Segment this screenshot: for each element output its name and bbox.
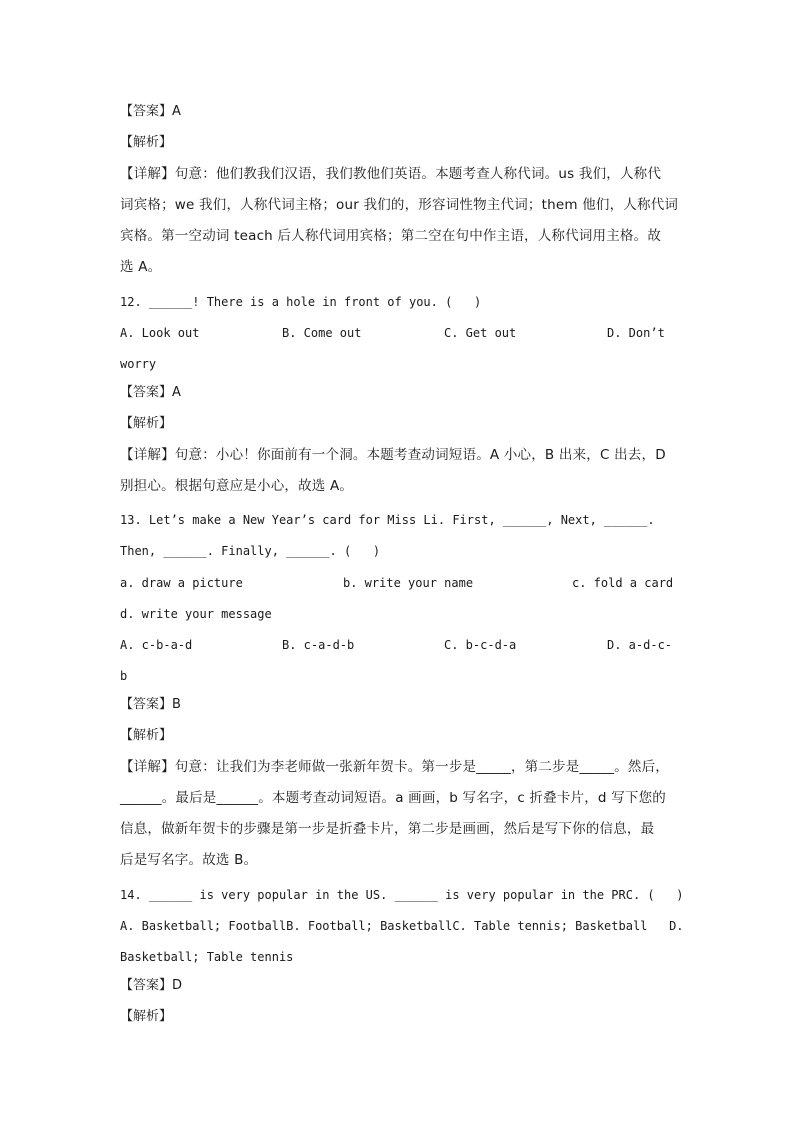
answer-label-12: 【答案】A — [120, 385, 181, 400]
detail-13-line-3: 信息，做新年贺卡的步骤是第一步是折叠卡片，第二步是画画，然后是写下你的信息，最 — [120, 821, 655, 837]
detail-11-line-2: 词宾格；we 我们，人称代词主格；our 我们的，形容词性物主代词；them 他们，人称代词 — [120, 197, 679, 213]
analysis-label-11: 【解析】 — [120, 135, 173, 150]
q12-option-a: A. Look out — [120, 326, 200, 340]
q13-step-c: c. fold a card — [572, 576, 674, 590]
answer-label-13: 【答案】B — [120, 697, 181, 712]
q12-option-b: B. Come out — [282, 326, 362, 340]
analysis-label-13: 【解析】 — [120, 728, 173, 743]
detail-11-line-3: 宾格。第一空动词 teach 后人称代词用宾格；第二空在句中作主语，人称代词用主格。故 — [120, 228, 662, 244]
answer-label-11: 【答案】A — [120, 104, 181, 119]
q13-step-a: a. draw a picture — [120, 576, 243, 590]
question-12: 12. ______! There is a hole in front of you. ( ) — [120, 295, 482, 309]
q14-options: A. Basketball; FootballB. Football; BasketballC. Table tennis; Basketball D. — [120, 919, 684, 933]
q13-option-d-wrap: b — [120, 669, 128, 683]
question-14: 14. ______ is very popular in the US. ______ is very popular in the PRC. ( ) — [120, 888, 684, 902]
detail-13-line-1: 【详解】句意：让我们为李老师做一张新年贺卡。第一步是_____，第二步是_____。然后， — [120, 759, 669, 775]
question-13-line-2: Then, ______. Finally, ______. ( ) — [120, 544, 381, 558]
q13-step-b: b. write your name — [343, 576, 474, 590]
question-13-line-1: 13. Let’s make a New Year’s card for Miss Li. First, ______, Next, ______. — [120, 513, 655, 527]
q13-option-c: C. b-c-d-a — [444, 638, 517, 652]
q13-option-d: D. a-d-c- — [607, 638, 673, 652]
q12-option-c: C. Get out — [444, 326, 517, 340]
q13-step-d: d. write your message — [120, 607, 272, 621]
q13-option-a: A. c-b-a-d — [120, 638, 193, 652]
detail-11-line-1: 【详解】句意：他们教我们汉语，我们教他们英语。本题考查人称代词。us 我们，人称代 — [120, 166, 662, 182]
detail-13-line-4: 后是写名字。故选 B。 — [120, 852, 258, 868]
analysis-label-14: 【解析】 — [120, 1009, 173, 1024]
q12-option-d: D. Don’t — [607, 326, 665, 340]
detail-13-line-2: ______。最后是______。本题考查动词短语。a 画画，b 写名字，c 折叠卡片，d 写下您的 — [120, 790, 666, 806]
detail-12-line-1: 【详解】句意：小心！你面前有一个洞。本题考查动词短语。A 小心，B 出来，C 出去，D — [120, 447, 666, 463]
analysis-label-12: 【解析】 — [120, 416, 173, 431]
detail-12-line-2: 别担心。根据句意应是小心，故选 A。 — [120, 478, 354, 494]
q13-option-b: B. c-a-d-b — [282, 638, 355, 652]
detail-11-line-4: 选 A。 — [120, 259, 162, 275]
q14-options-wrap: Basketball; Table tennis — [120, 950, 294, 964]
answer-label-14: 【答案】D — [120, 978, 183, 993]
q12-option-d-wrap: worry — [120, 357, 157, 371]
